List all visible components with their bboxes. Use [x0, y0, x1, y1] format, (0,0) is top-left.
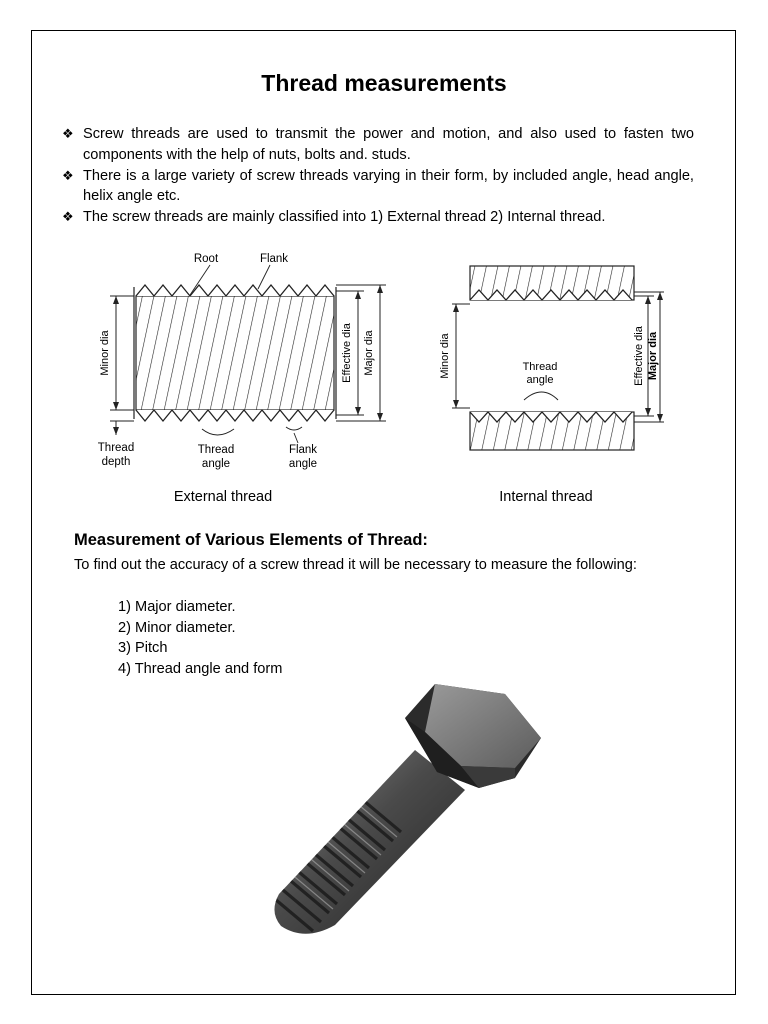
hex-bolt-image — [265, 680, 555, 940]
external-thread-figure — [72, 247, 390, 487]
minor-dia-label: Minor dia — [99, 330, 111, 376]
thread-angle-label-line2: angle — [526, 374, 554, 386]
thread-depth-label-line2: depth — [101, 456, 131, 468]
internal-thread-caption: Internal thread — [499, 489, 593, 505]
bolt-photo — [265, 680, 555, 940]
effective-dia-label: Effective dia — [341, 323, 353, 383]
page-title: Thread measurements — [261, 70, 507, 96]
minor-dia-label: Minor dia — [439, 333, 451, 379]
list-item: ❖ There is a large variety of screw threads varying in their form, by included angle, head angle, helix angle etc. — [62, 167, 694, 205]
flank-angle-label: Flank — [288, 444, 318, 456]
flank-label: Flank — [259, 253, 289, 265]
effective-dia-label: Effective dia — [633, 326, 645, 386]
bullet-icon: ❖ — [62, 126, 74, 141]
list-item: 4) Thread angle and form — [118, 660, 283, 677]
thread-angle-label-line2: angle — [201, 458, 231, 470]
list-item: ❖ Screw threads are used to transmit the power and motion, and also used to fasten two components with the help of nuts, bolts and. studs. — [62, 126, 694, 163]
list-item: 1) Major diameter. — [118, 599, 236, 615]
thread-depth-label: Thread — [97, 442, 135, 454]
bullet-list — [62, 124, 694, 228]
external-thread-diagram — [72, 247, 390, 487]
list-item: ❖ The screw threads are mainly classified into 1) External thread 2) Internal thread. — [62, 207, 694, 228]
external-thread-caption: External thread — [173, 489, 273, 505]
thread-angle-label: Thread — [197, 444, 235, 456]
major-dia-label: Major dia — [647, 331, 659, 381]
section-intro: To find out the accuracy of a screw thread it will be necessary to measure the following: — [74, 557, 637, 573]
bullet-icon: ❖ — [62, 167, 74, 183]
list-item: 3) Pitch — [118, 640, 168, 657]
section-heading: Measurement of Various Elements of Thread: — [74, 531, 428, 549]
internal-thread-figure — [432, 250, 694, 460]
root-label: Root — [193, 253, 219, 265]
bullet-icon: ❖ — [62, 209, 74, 225]
thread-angle-label: Thread — [522, 361, 558, 373]
internal-thread-diagram — [432, 250, 694, 460]
major-dia-label: Major dia — [363, 330, 375, 376]
measurement-list — [118, 597, 282, 679]
flank-angle-label-line2: angle — [288, 458, 318, 470]
list-item: 2) Minor diameter. — [118, 619, 236, 636]
